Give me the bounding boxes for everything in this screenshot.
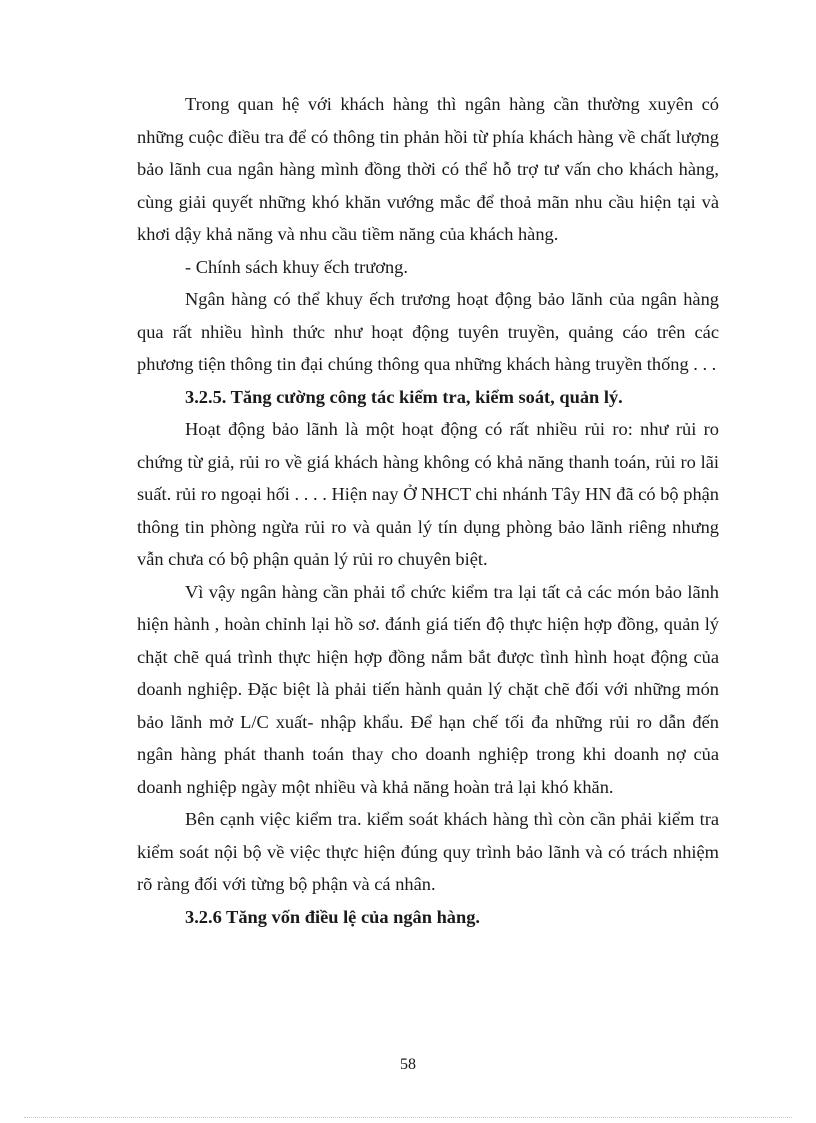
paragraph-customer-relations: Trong quan hệ với khách hàng thì ngân hàng cần thường xuyên có những cuộc điều tra để có thông tin phản hồi từ phía khách hàng về chất lượng bảo lãnh cua ngân hàng mình đồng thời có thể hỗ trợ tư vấn cho khách hàng, cùng giải quyết những khó khăn vướng mắc để thoả mãn nhu cầu hiện tại và khơi dậy khả năng và nhu cầu tiềm năng của khách hàng. [137,94,719,244]
section-heading-3-2-6: 3.2.6 Tăng vốn điều lệ của ngân hàng. [185,906,481,927]
paragraph-promotion-channels: Ngân hàng có thể khuy ếch trương hoạt động bảo lãnh của ngân hàng qua rất nhiều hình thức như hoạt động tuyên truyền, quảng cáo trên các phương tiện thông tin đại chúng thông qua những khách hàng truyền thống . . . [137,289,719,374]
paragraph-inspection-measures: Vì vậy ngân hàng cần phải tổ chức kiểm tra lại tất cả các món bảo lãnh hiện hành , hoàn chỉnh lại hồ sơ. đánh giá tiến độ thực hiện hợp đồng, quản lý chặt chẽ quá trình thực hiện hợp đồng nắm bắt được tình hình hoạt động của doanh nghiệp. Đặc biệt là phải tiến hành quản lý chặt chẽ đối với những món bảo lãnh mở L/C xuất- nhập khẩu. Để hạn chế tối đa những rủi ro dẫn đến ngân hàng phát thanh toán thay cho doanh nghiệp trong khi doanh nợ của doanh nghiệp ngày một nhiều và khả năng hoàn trả lại khó khăn. [137,581,719,797]
page-bottom-divider [24,1117,792,1118]
paragraph-promotion-policy: - Chính sách khuy ếch trương. [185,256,408,277]
section-heading-3-2-5: 3.2.5. Tăng cường công tác kiểm tra, kiểm soát, quản lý. [185,386,623,407]
page-number: 58 [400,1056,416,1073]
page-body [137,88,719,933]
paragraph-guarantee-risks: Hoạt động bảo lãnh là một hoạt động có rất nhiều rủi ro: như rủi ro chứng từ giả, rủi ro về giá khách hàng không có khả năng thanh toán, rủi ro lãi suất. rủi ro ngoại hối . . . . Hiện nay Ở NHCT chi nhánh Tây HN đã có bộ phận thông tin phòng ngừa rủi ro và quản lý tín dụng phòng bảo lãnh riêng nhưng vẫn chưa có bộ phận quản lý rủi ro chuyên biệt. [137,419,719,569]
paragraph-internal-control: Bên cạnh việc kiểm tra. kiểm soát khách hàng thì còn cần phải kiểm tra kiểm soát nội bộ về việc thực hiện đúng quy trình bảo lãnh và có trách nhiệm rõ ràng đối với từng bộ phận và cá nhân. [137,809,719,894]
